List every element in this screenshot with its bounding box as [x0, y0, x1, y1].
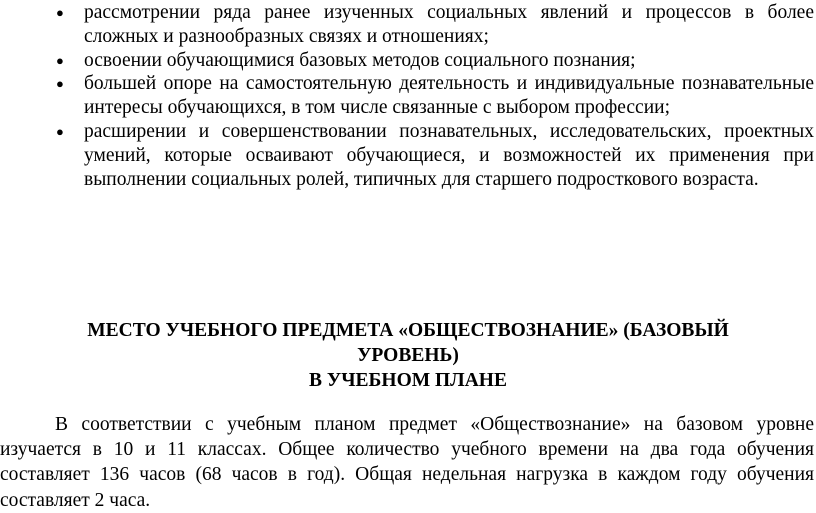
heading-line: УРОВЕНЬ)	[357, 345, 459, 366]
bullet-text: освоении обучающимися базовых методов социального познания;	[84, 49, 636, 71]
bullet-dot-icon: ●	[56, 5, 64, 20]
section-heading	[0, 318, 816, 393]
bullet-dot-icon: ●	[56, 52, 64, 68]
bullet-list	[0, 1, 816, 191]
heading-line: МЕСТО УЧЕБНОГО ПРЕДМЕТА «ОБЩЕСТВОЗНАНИЕ» (БАЗОВЫЙ	[87, 320, 729, 341]
bullet-text: расширении и совершенствовании познавательных, исследовательских, проектных умений, которые осваивают обучающиеся, и возможностей их применения при выполнении социальных ролей, типичных для старшего подросткового возраста.	[84, 120, 814, 190]
heading-line: В УЧЕБНОМ ПЛАНЕ	[309, 370, 507, 391]
bullet-text: рассмотрении ряда ранее изученных социальных явлений и процессов в более сложных и разнообразных связях и отношениях;	[84, 2, 814, 47]
bullet-item	[0, 120, 816, 191]
bullet-item	[0, 49, 816, 73]
bullet-item	[0, 1, 816, 49]
bullet-dot-icon: ●	[56, 76, 64, 92]
body-paragraph: В соответствии с учебным планом предмет «Обществознание» на базовом уровне изучается в 10 и 11 классах. Общее количество учебного времени на два года обучения составляет 136 часов (68 часов в год). Общая недельная нагрузка в каждом году обучения составляет 2 часа.	[0, 414, 814, 511]
bullet-text: большей опоре на самостоятельную деятельность и индивидуальные познавательные интересы обучающихся, в том числе связанные с выбором профессии;	[84, 73, 814, 119]
bullet-dot-icon: ●	[56, 123, 64, 139]
bullet-item	[0, 72, 816, 120]
